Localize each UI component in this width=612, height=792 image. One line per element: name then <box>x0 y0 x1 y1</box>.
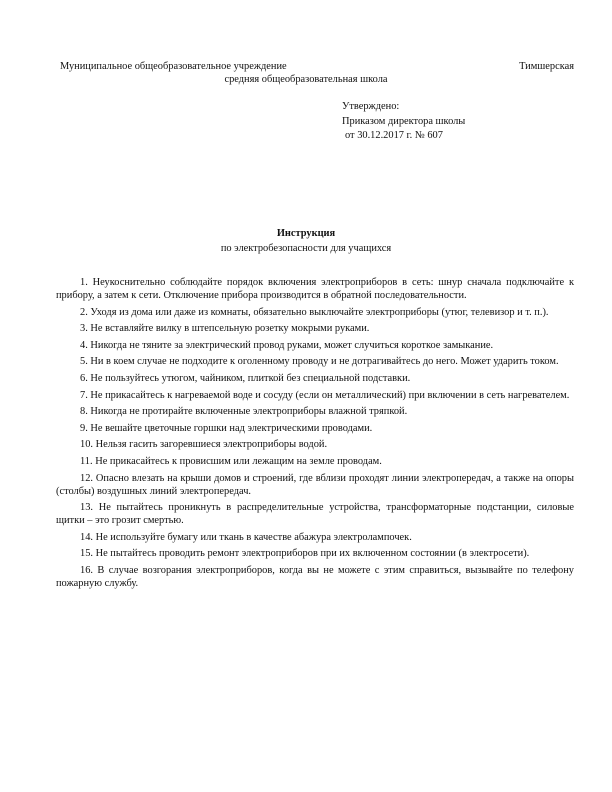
title-subtitle: по электробезопасности для учащихся <box>220 243 392 254</box>
instruction-item: 4. Никогда не тяните за электрический провод руками, может случиться короткое замыкание. <box>80 339 494 351</box>
instruction-item: 13. Не пытайтесь проникнуть в распределительные устройства, трансформаторные подстанции, силовые щитки – это грозит смертью. <box>56 502 574 527</box>
approval-date: от 30.12.2017 г. № 607 <box>345 130 443 141</box>
org-name-line2: средняя общеобразовательная школа <box>224 74 388 85</box>
approval-order: Приказом директора школы <box>342 115 466 127</box>
instruction-item: 16. В случае возгорания электроприборов, когда вы не можете с этим справиться, вызывайте по телефону пожарную службу. <box>56 564 574 589</box>
instruction-item: 2. Уходя из дома или даже из комнаты, обязательно выключайте электроприборы (утюг, телевизор и т. п.). <box>80 306 549 318</box>
approval-block <box>342 100 465 144</box>
org-name: Муниципальное общеобразовательное учреждение <box>60 61 287 72</box>
instruction-item: 3. Не вставляйте вилку в штепсельную розетку мокрыми руками. <box>80 323 370 335</box>
instruction-item: 9. Не вешайте цветочные горшки над электрическими проводами. <box>80 422 373 434</box>
org-locality: Тимшерская <box>519 61 574 72</box>
instruction-item: 10. Нельзя гасить загоревшиеся электроприборы водой. <box>80 439 328 451</box>
org-header <box>60 60 574 74</box>
document-title <box>0 226 612 256</box>
instruction-item: 7. Не прикасайтесь к нагреваемой воде и сосуду (если он металлический) при включении в сеть нагревателем. <box>80 389 570 401</box>
instruction-item: 5. Ни в коем случае не подходите к оголенному проводу и не дотрагивайтесь до него. Может ударить током. <box>80 356 559 368</box>
title-main: Инструкция <box>276 228 336 239</box>
instruction-item: 14. Не используйте бумагу или ткань в качестве абажура электролампочек. <box>80 531 412 543</box>
instruction-item: 15. Не пытайтесь проводить ремонт электроприборов при их включенном состоянии (в электросети). <box>80 548 530 560</box>
instruction-item: 6. Не пользуйтесь утюгом, чайником, плиткой без специальной подставки. <box>80 372 411 384</box>
approval-label: Утверждено: <box>342 101 400 112</box>
instruction-item: 8. Никогда не протирайте включенные электроприборы влажной тряпкой. <box>80 406 408 418</box>
instruction-item: 11. Не прикасайтесь к провисшим или лежащим на земле проводам. <box>80 455 382 467</box>
instruction-list <box>56 276 574 594</box>
instruction-item: 1. Неукоснительно соблюдайте порядок включения электроприборов в сеть: шнур сначала подключайте к прибору, а затем к сети. Отключение прибора производится в обратной последовательности. <box>56 277 574 301</box>
instruction-item: 12. Опасно влезать на крыши домов и строений, где вблизи проходят линии электропередач, а также на опоры (столбы) воздушных линий электропередач. <box>56 472 574 497</box>
